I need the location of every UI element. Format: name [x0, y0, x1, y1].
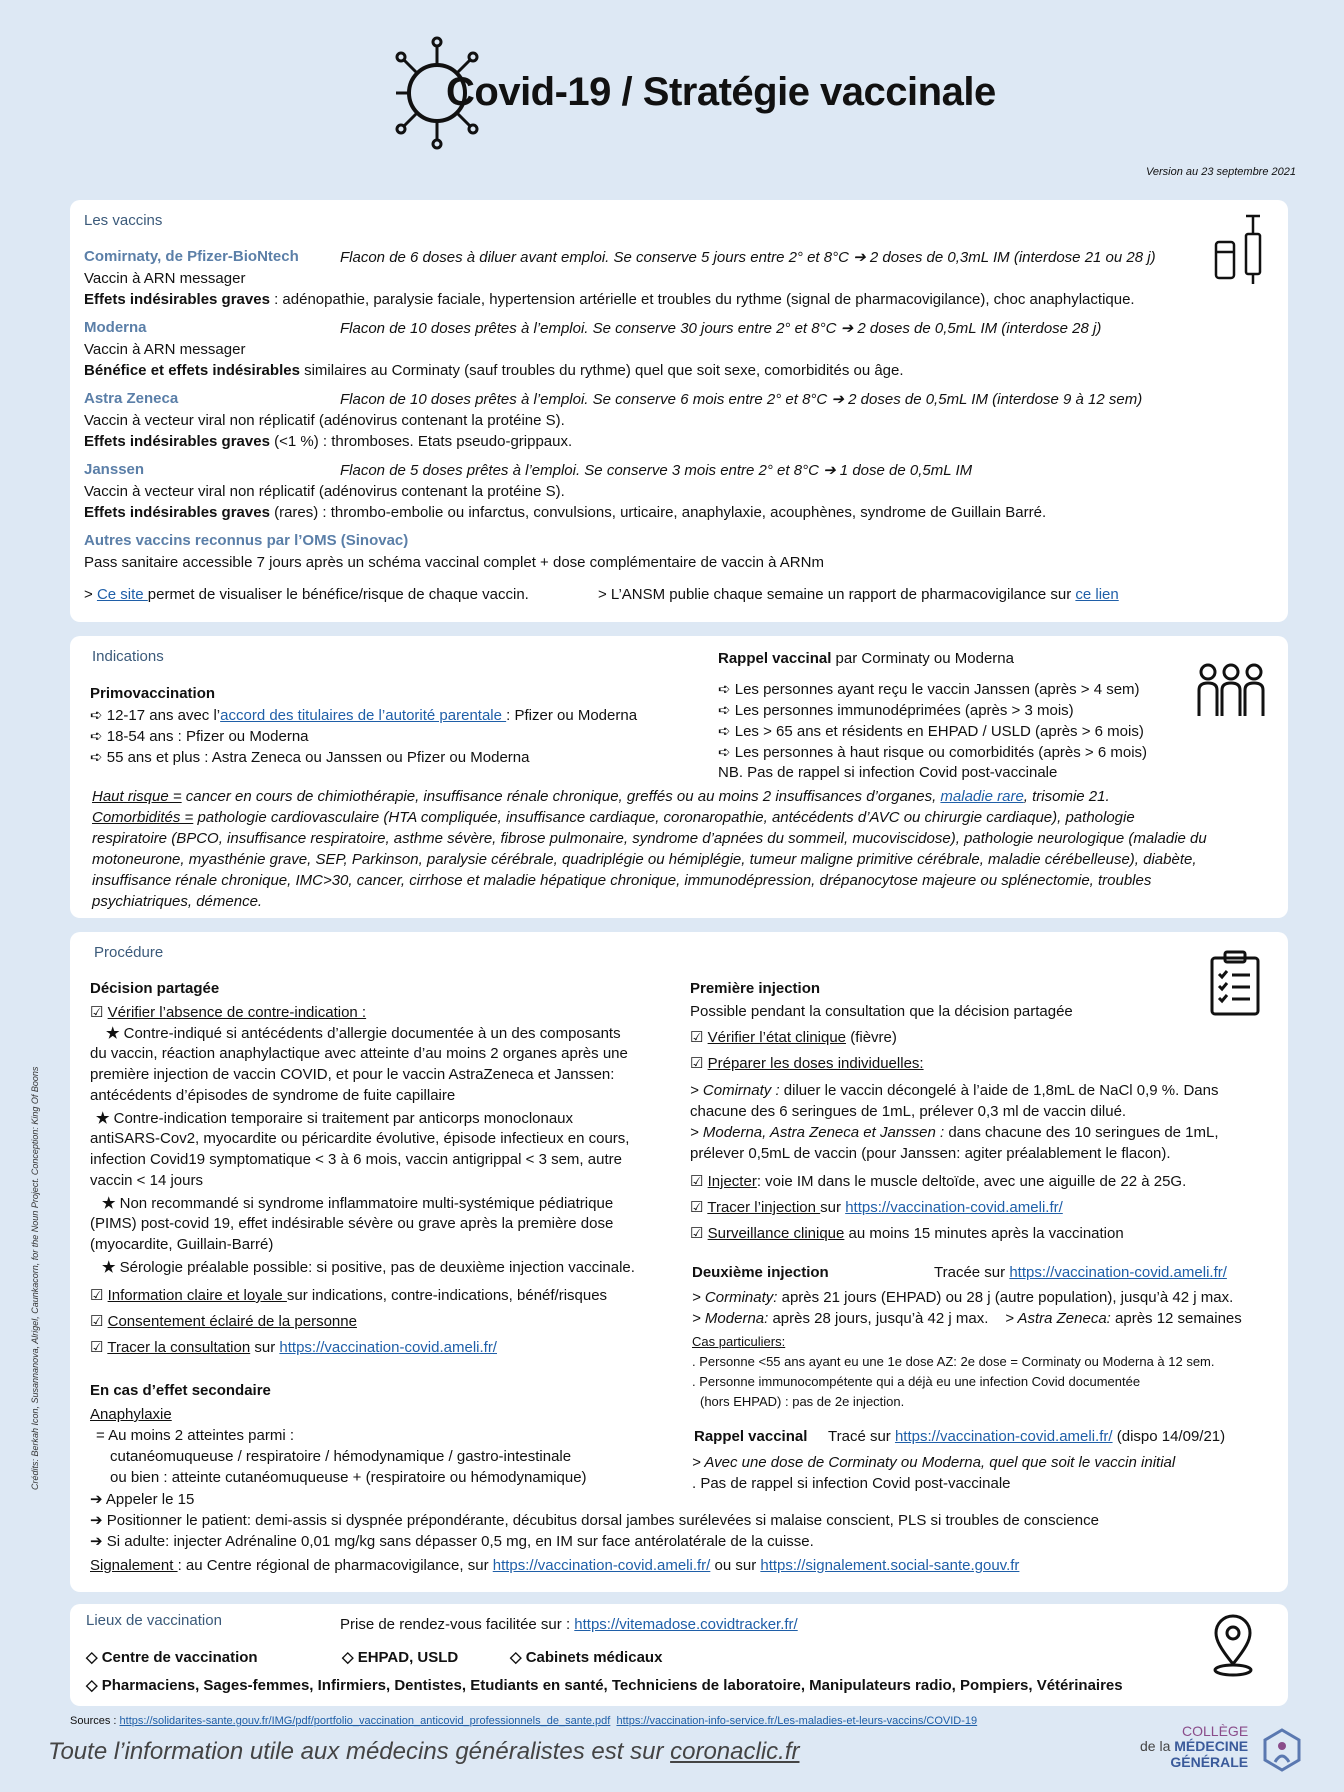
pi-etat-check: ☑ Vérifier l’état clinique (fièvre)	[690, 1029, 897, 1046]
vaccine-type-moderna: Vaccin à ARN messager	[84, 341, 246, 358]
primo-item-1	[90, 706, 637, 724]
di-moderna-line	[692, 1310, 1242, 1327]
deuxieme-injection-title: Deuxième injection	[692, 1264, 829, 1281]
text: Vérifier l’absence de contre-indication :	[107, 1004, 367, 1021]
text: Contre-indication temporaire si traitement par anticorps monoclonaux	[113, 1110, 574, 1127]
text: sur	[820, 1199, 846, 1216]
primo-title: Primovaccination	[90, 685, 216, 702]
text: de la	[1140, 1738, 1175, 1755]
haut-risque-line	[92, 788, 1110, 805]
signalement-link[interactable]: https://signalement.social-sante.gouv.fr	[760, 1557, 1020, 1574]
pi-doses-check: ☑ Préparer les doses individuelles:	[690, 1055, 924, 1072]
rdv-line	[340, 1616, 798, 1633]
lieux-section	[70, 1604, 1288, 1706]
ameli-link[interactable]: https://vaccination-covid.ameli.fr/	[492, 1557, 711, 1574]
vaccine-desc-comirnaty: Flacon de 6 doses à diluer avant emploi. Se conserve 5 jours entre 2° et 8°C ➔ 2 doses de 0,3mL IM (interdose 21 ou 28 j)	[340, 249, 1156, 266]
vaccine-type-janssen: Vaccin à vecteur viral non réplicatif (adénovirus contenant la protéine S).	[84, 483, 565, 500]
vaccine-type-comirnaty: Vaccin à ARN messager	[84, 270, 246, 287]
label: > Moderna, Astra Zeneca et Janssen :	[690, 1124, 945, 1141]
text: dans chacune des 10 seringues de 1mL,	[944, 1124, 1219, 1141]
ce-site-link[interactable]: Ce site	[96, 586, 148, 603]
prefix: >	[84, 586, 97, 603]
lieux-title: Lieux de vaccination	[86, 1612, 222, 1629]
autorite-parentale-link[interactable]: accord des titulaires de l’autorité parentale	[220, 707, 507, 724]
ameli-link[interactable]: https://vaccination-covid.ameli.fr/	[1009, 1264, 1227, 1281]
effects-label: Effets indésirables graves	[84, 433, 270, 450]
pi-comirnaty-line: chacune des 6 seringues de 1mL, prélever 0,3 ml de vaccin dilué.	[690, 1103, 1127, 1120]
text: Signalement	[90, 1557, 178, 1574]
source-link-1[interactable]: https://solidarites-sante.gouv.fr/IMG/pdf/portfolio_vaccination_anticovid_professionnels_de_sante.pdf	[119, 1715, 611, 1727]
effects-text: (rares) : thrombo-embolie ou infarctus, convulsions, urticaire, anaphylaxie, acouphènes, syndrome de Guillain Barré.	[269, 504, 1047, 521]
rappel-title	[718, 650, 1014, 667]
pi-moderna-line: prélever 0,5mL de vaccin (pour Janssen: agiter préalablement le flacon).	[690, 1145, 1171, 1162]
pi-subtitle: Possible pendant la consultation que la décision partagée	[690, 1003, 1073, 1020]
ci-check: ☑ Vérifier l’absence de contre-indication :	[90, 1004, 367, 1021]
cas-line: . Personne <55 ans ayant eu une 1e dose AZ: 2e dose = Corminaty ou Moderna à 12 sem.	[692, 1354, 1215, 1369]
cas-particuliers-title: Cas particuliers:	[692, 1334, 786, 1349]
cas-line: (hors EHPAD) : pas de 2e injection.	[700, 1394, 905, 1409]
location-pin-icon	[1210, 1612, 1256, 1678]
vaccine-desc-astrazeneca: Flacon de 10 doses prêtes à l’emploi. Se conserve 6 mois entre 2° et 8°C ➔ 2 doses de 0,5mL IM (interdose 9 à 12 sem)	[340, 391, 1143, 408]
ci-line: du vaccin, réaction anaphylactique avec atteinte d’au moins 2 organes après une	[90, 1045, 628, 1062]
effects-label: Effets indésirables graves	[84, 504, 270, 521]
effects-text: similaires au Corminaty (sauf troubles du rythme) quel que soit sexe, comorbidités ou âge.	[299, 362, 904, 379]
procedure-section	[70, 932, 1288, 1592]
ci-line: (myocardite, Guillain-Barré)	[90, 1236, 274, 1253]
text: : au Centre régional de pharmacovigilance, sur	[177, 1557, 493, 1574]
rv-line: > Avec une dose de Corminaty ou Moderna, quel que soit le vaccin initial	[692, 1454, 1176, 1471]
effet-secondaire-title: En cas d’effet secondaire	[90, 1382, 271, 1399]
text: pathologie cardiovasculaire (HTA compliquée, insuffisance cardiaque, coronaropathie, antécédents d’AVC ou chirurgie cardiaque), pathologie	[193, 809, 1135, 826]
comorbidites-line: insuffisance rénale chronique, IMC>30, cancer, cirrhose et maladie hépatique chronique, immunodépression, drépanocytose majeure ou splénectomie, troubles	[92, 872, 1152, 889]
rappel-vaccinal-title: Rappel vaccinal	[694, 1428, 808, 1445]
rappel-item: ➪ Les personnes à haut risque ou comorbidités (après > 6 mois)	[718, 744, 1148, 761]
ameli-link[interactable]: https://vaccination-covid.ameli.fr/	[279, 1339, 497, 1356]
text: Vérifier l’état clinique	[707, 1029, 847, 1046]
label: Comorbidités =	[92, 809, 194, 826]
vaccine-type-astrazeneca: Vaccin à vecteur viral non réplicatif (adénovirus contenant la protéine S).	[84, 412, 565, 429]
label: Sources :	[70, 1715, 120, 1727]
label: > Astra Zeneca:	[1005, 1310, 1111, 1327]
ci-line: ★ Non recommandé si syndrome inflammatoire multi-systémique pédiatrique	[102, 1195, 614, 1212]
effects-label: Effets indésirables graves	[84, 291, 270, 308]
people-group-icon	[1196, 662, 1266, 718]
signalement-line	[90, 1557, 1019, 1574]
text: par Corminaty ou Moderna	[831, 650, 1014, 667]
text: Sérologie préalable possible: si positive, pas de deuxième injection vaccinale.	[119, 1259, 635, 1276]
comorbidites-line	[92, 809, 1135, 826]
label: > Moderna:	[692, 1310, 769, 1327]
label: Rappel vaccinal	[718, 650, 832, 667]
rappel-item: ➪ Les personnes ayant reçu le vaccin Janssen (après > 4 sem)	[718, 681, 1140, 698]
di-tracee-line	[934, 1264, 1227, 1281]
ameli-link[interactable]: https://vaccination-covid.ameli.fr/	[894, 1428, 1113, 1445]
premiere-injection-title: Première injection	[690, 980, 821, 997]
clipboard-checklist-icon	[1208, 948, 1262, 1018]
text: > L’ANSM publie chaque semaine un rapport de pharmacovigilance sur	[598, 586, 1076, 603]
anaph-line: = Au moins 2 atteintes parmi :	[96, 1427, 295, 1444]
primo-item-2: ➪ 18-54 ans : Pfizer ou Moderna	[90, 728, 309, 745]
footer-coronaclic	[48, 1738, 799, 1766]
text: au moins 15 minutes après la vaccination	[844, 1225, 1124, 1242]
ci-line: ★ Contre-indication temporaire si traitement par anticorps monoclonaux	[96, 1110, 574, 1127]
text: Contre-indiqué si antécédents d’allergie documentée à un des composants	[123, 1025, 621, 1042]
ci-line: antiSARS-Cov2, myocardite ou péricardite évolutive, épisode infectieux en cours,	[90, 1130, 630, 1147]
text: Préparer les doses individuelles:	[707, 1055, 924, 1072]
coronaclic-link[interactable]: coronaclic.fr	[670, 1738, 800, 1765]
vaccine-name-janssen: Janssen	[84, 461, 145, 478]
ci-line: vaccin < 14 jours	[90, 1172, 203, 1189]
text: Tracer l’injection	[707, 1199, 821, 1216]
vaccins-title: Les vaccins	[84, 212, 163, 229]
vaccine-name-moderna: Moderna	[84, 319, 147, 336]
text: permet de visualiser le bénéfice/risque de chaque vaccin.	[147, 586, 529, 603]
pi-moderna-line	[690, 1124, 1219, 1141]
version-date: Version au 23 septembre 2021	[1145, 166, 1296, 178]
vaccine-desc-janssen: Flacon de 5 doses prêtes à l’emploi. Se conserve 3 mois entre 2° et 8°C ➔ 1 dose de 0,5mL IM	[340, 462, 973, 479]
lieu-ehpad: ◇ EHPAD, USLD	[342, 1649, 459, 1666]
text: Injecter	[707, 1173, 757, 1190]
text: Consentement éclairé de la personne	[107, 1313, 357, 1330]
text: sur indications, contre-indications, bénéf/risques	[286, 1287, 608, 1304]
vaccine-effects-astrazeneca	[84, 433, 572, 450]
text: cancer en cours de chimiothérapie, insuffisance rénale chronique, greffés ou au moins 2 insuffisances d’organes,	[181, 788, 941, 805]
pi-injecter-check: ☑ Injecter: voie IM dans le muscle deltoïde, avec une aiguille de 22 à 25G.	[690, 1173, 1187, 1190]
vaccine-name-astrazeneca: Astra Zeneca	[84, 390, 179, 407]
rv-trace-line	[828, 1428, 1225, 1445]
text: (fièvre)	[846, 1029, 897, 1046]
anaphylaxie-title: Anaphylaxie	[90, 1406, 172, 1423]
ansm-line	[598, 586, 1119, 603]
primo-item-3: ➪ 55 ans et plus : Astra Zeneca ou Janssen ou Pfizer ou Moderna	[90, 749, 530, 766]
lieu-cabinets: ◇ Cabinets médicaux	[510, 1649, 663, 1666]
effects-text: : adénopathie, paralysie faciale, hypertension artérielle et troubles du rythme (signal de pharmacovigilance), choc anaphylactique.	[269, 291, 1135, 308]
vaccine-effects-janssen	[84, 504, 1046, 521]
ci-line: (PIMS) post-covid 19, effet indésirable sévère ou grave après la première dose	[90, 1215, 614, 1232]
vaccine-desc-moderna: Flacon de 10 doses prêtes à l’emploi. Se conserve 30 jours entre 2° et 8°C ➔ 2 doses de 0,5mL IM (interdose 28 j)	[340, 320, 1102, 337]
pi-comirnaty-line	[690, 1082, 1219, 1099]
text: Information claire et loyale	[107, 1287, 287, 1304]
ci-line: première injection de vaccin COVID, et pour le vaccin AstraZeneca et Janssen:	[90, 1066, 615, 1083]
vaccine-effects-moderna	[84, 362, 904, 379]
page-title: Covid-19 / Stratégie vaccinale	[446, 70, 996, 114]
text: Toute l’information utile aux médecins généralistes est sur	[48, 1738, 671, 1765]
action-line: ➔ Appeler le 15	[90, 1491, 195, 1508]
indications-title: Indications	[92, 648, 164, 665]
cmg-hexagon-icon	[1262, 1728, 1302, 1772]
text: Prise de rendez-vous facilitée sur :	[340, 1616, 575, 1633]
sources-line	[70, 1715, 977, 1727]
text: , trisomie 21.	[1023, 788, 1110, 805]
pi-tracer-check: ☑ Tracer l’injection sur https://vaccination-covid.ameli.fr/	[690, 1199, 1063, 1216]
text: après 21 jours (EHPAD) ou 28 j (autre population), jusqu’à 42 j max.	[777, 1289, 1234, 1306]
vaccine-name-comirnaty: Comirnaty, de Pfizer-BioNtech	[84, 248, 299, 265]
text: Tracée sur	[934, 1264, 1010, 1281]
vaccins-section	[70, 200, 1288, 622]
rv-line: . Pas de rappel si infection Covid post-vaccinale	[692, 1475, 1011, 1492]
text: Non recommandé si syndrome inflammatoire multi-systémique pédiatrique	[119, 1195, 614, 1212]
pi-surveillance-check: ☑ Surveillance clinique au moins 15 minutes après la vaccination	[690, 1225, 1124, 1242]
rappel-item: ➪ Les > 65 ans et résidents en EHPAD / USLD (après > 6 mois)	[718, 723, 1144, 740]
action-line: ➔ Positionner le patient: demi-assis si dyspnée prépondérante, décubitus dorsal jambes surélevées si malaise conscient, PLS si troubles de conscience	[90, 1512, 1099, 1529]
text: Surveillance clinique	[707, 1225, 845, 1242]
consent-check: ☑ Consentement éclairé de la personne	[90, 1313, 357, 1330]
effects-text: (<1 %) : thromboses. Etats pseudo-grippaux.	[269, 433, 573, 450]
maladie-rare-link[interactable]: maladie rare	[940, 788, 1024, 805]
indications-section	[70, 636, 1288, 918]
anaph-line: ou bien : atteinte cutanéomuqueuse + (respiratoire ou hémodynamique)	[110, 1469, 587, 1486]
label: > Corminaty:	[692, 1289, 778, 1306]
ci-line: ★ Sérologie préalable possible: si positive, pas de deuxième injection vaccinale.	[102, 1259, 635, 1276]
ce-lien-link[interactable]: ce lien	[1075, 586, 1119, 603]
label: Haut risque =	[92, 788, 182, 805]
text: (dispo 14/09/21)	[1112, 1428, 1226, 1445]
vaccine-effects-comirnaty	[84, 291, 1135, 308]
text: diluer le vaccin décongelé à l’aide de 1,8mL de NaCl 0,9 %. Dans	[779, 1082, 1219, 1099]
effects-label: Bénéfice et effets indésirables	[84, 362, 300, 379]
header	[0, 0, 1344, 178]
text: après 28 jours, jusqu’à 42 j max.	[768, 1310, 989, 1327]
lieu-professionnels: ◇ Pharmaciens, Sages-femmes, Infirmiers, Dentistes, Etudiants en santé, Techniciens de laboratoire, Manipulateurs radio, Pompiers, Vétérinaires	[86, 1677, 1123, 1694]
di-corminaty-line	[692, 1289, 1233, 1306]
college-medecine-generale-logo	[1140, 1724, 1248, 1770]
text: après 12 semaines	[1110, 1310, 1242, 1327]
cas-line: . Personne immunocompétente qui a déjà eu une infection Covid documentée	[692, 1374, 1141, 1389]
text: Tracé sur	[828, 1428, 895, 1445]
text: Tracer la consultation	[107, 1339, 251, 1356]
comorbidites-line: psychiatriques, démence.	[92, 893, 263, 910]
info-check: ☑ Information claire et loyale sur indications, contre-indications, bénéf/risques	[90, 1287, 608, 1304]
comorbidites-line: respiratoire (BPCO, insuffisance respiratoire, asthme sévère, fibrose pulmonaire, syndrome d’apnées du sommeil, mucoviscidose), pathologie neurologique (maladie du	[92, 830, 1207, 847]
decision-partagee-title: Décision partagée	[90, 980, 220, 997]
text: MÉDECINE	[1174, 1738, 1249, 1755]
action-line: ➔ Si adulte: injecter Adrénaline 0,01 mg/kg sans dépasser 0,5 mg, en IM sur face antérolatérale de la cuisse.	[90, 1533, 814, 1550]
text: : voie IM dans le muscle deltoïde, avec une aiguille de 22 à 25G.	[756, 1173, 1187, 1190]
logo-line: COLLÈGE	[1182, 1723, 1249, 1739]
tracer-check: ☑ Tracer la consultation sur https://vaccination-covid.ameli.fr/	[90, 1339, 497, 1356]
credits: Crédits: Berkah Icon, Susannanova, Alrigel, Caunkacorn, for the Noun Project. Conception: King Of Boons	[30, 1066, 40, 1490]
vaccine-syringe-icon	[1212, 212, 1272, 286]
label: > Comirnaty :	[690, 1082, 780, 1099]
autres-vaccins-title: Autres vaccins reconnus par l’OMS (Sinovac)	[84, 532, 409, 549]
ci-line: infection Covid19 symptomatique < 3 à 6 mois, vaccin antigrippal < 3 sem, autre	[90, 1151, 622, 1168]
logo-line	[1140, 1739, 1248, 1754]
vitemadose-link[interactable]: https://vitemadose.covidtracker.fr/	[574, 1616, 798, 1633]
ameli-link[interactable]: https://vaccination-covid.ameli.fr/	[845, 1199, 1063, 1216]
autres-vaccins-text: Pass sanitaire accessible 7 jours après un schéma vaccinal complet + dose complémentaire de vaccin à ARNm	[84, 554, 824, 571]
ci-line: ★ Contre-indiqué si antécédents d’allergie documentée à un des composants	[106, 1025, 621, 1042]
rappel-item: ➪ Les personnes immunodéprimées (après > 3 mois)	[718, 702, 1074, 719]
procedure-title: Procédure	[94, 944, 164, 961]
lieu-centre: ◇ Centre de vaccination	[86, 1649, 258, 1666]
comorbidites-line: motoneurone, myasthénie grave, SEP, Parkinson, paralysie cérébrale, quadriplégie ou hémiplégie, tumeur maligne primitive cérébrale, maladie cérébelleuse), diabète,	[92, 851, 1197, 868]
benefice-risque-line	[84, 586, 529, 603]
source-link-2[interactable]: https://vaccination-info-service.fr/Les-maladies-et-leurs-vaccins/COVID-19	[616, 1715, 978, 1727]
text: : Pfizer ou Moderna	[506, 707, 638, 724]
text: ➪ 12-17 ans avec l’	[90, 707, 221, 724]
logo-line: GÉNÉRALE	[1170, 1753, 1249, 1770]
rappel-item: NB. Pas de rappel si infection Covid post-vaccinale	[718, 764, 1058, 781]
text: ou sur	[710, 1557, 761, 1574]
anaph-line: cutanéomuqueuse / respiratoire / hémodynamique / gastro-intestinale	[110, 1448, 572, 1465]
text: sur	[250, 1339, 280, 1356]
ci-line: antécédents d’épisodes de syndrome de fuite capillaire	[90, 1087, 456, 1104]
